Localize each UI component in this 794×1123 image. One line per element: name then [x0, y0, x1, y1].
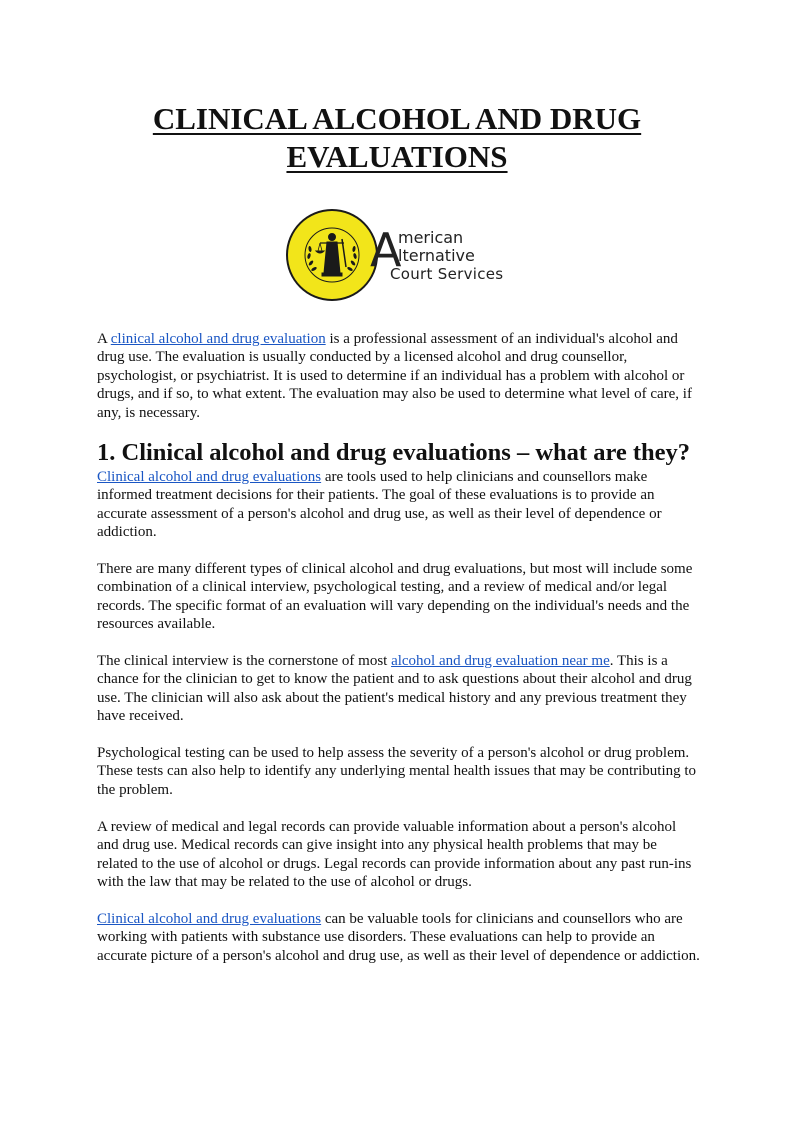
title-line-2: EVALUATIONS: [286, 139, 508, 174]
evaluations-link-2[interactable]: Clinical alcohol and drug evaluations: [97, 911, 322, 927]
page-title: [97, 100, 697, 176]
section-heading: 1. Clinical alcohol and drug evaluations – what are they?: [97, 439, 691, 466]
paragraph-types: There are many different types of clinical alcohol and drug evaluations, but most will include some combination of a clinical interview, psychological testing, and a review of medical and/or legal records. The specific format of an evaluation will vary depending on the individual's needs and the resources available.: [97, 561, 693, 633]
paragraph-psychological-testing: Psychological testing can be used to help assess the severity of a person's alcohol or drug problem. These tests can also help to identify any underlying mental health issues that may be contributing to the problem.: [97, 745, 697, 798]
title-line-1: CLINICAL ALCOHOL AND DRUG: [152, 101, 642, 136]
company-logo: [284, 207, 524, 303]
paragraph-what-they-are: Clinical alcohol and drug evaluations are tools used to help clinicians and counsellors make informed treatment decisions for their patients. The goal of these evaluations is to provide an accurate assessment of a person's alcohol and drug use, as well as their level of dependence or addiction.: [97, 469, 662, 541]
paragraph-records-review: A review of medical and legal records can provide valuable information about a person's alcohol and drug use. Medical records can give insight into any physical health problems that may be related to the use of alcohol or drugs. Legal records can provide information about any past run-ins with the law that may be related to the use of alcohol or drugs.: [97, 819, 692, 891]
logo-line-1: merican: [398, 228, 464, 247]
paragraph-clinical-interview: The clinical interview is the cornerstone of most alcohol and drug evaluation near me. This is a chance for the clinician to get to know the patient and to ask questions about their alcohol and drug use. The clinician will also ask about the patient's medical history and any previous treatment they have received.: [97, 653, 692, 725]
evaluations-link-1[interactable]: Clinical alcohol and drug evaluations: [97, 469, 322, 485]
logo-big-letter: A: [370, 223, 402, 277]
logo-line-3: Court Services: [390, 265, 504, 283]
paragraph-conclusion: Clinical alcohol and drug evaluations can be valuable tools for clinicians and counsellors who are working with patients with substance use disorders. These evaluations can help to provide an accurate picture of a person's alcohol and drug use, as well as their level of dependence or addiction.: [97, 911, 700, 964]
logo-line-2: lternative: [398, 246, 475, 265]
intro-paragraph: A clinical alcohol and drug evaluation is a professional assessment of an individual's alcohol and drug use. The evaluation is usually conducted by a licensed alcohol and drug counsellor, psychologist, or psychiatrist. It is used to determine if an individual has a problem with alcohol or drugs, and if so, to what extent. The evaluation may also be used to determine what level of care, if any, is necessary.: [97, 331, 692, 421]
evaluation-near-me-link[interactable]: alcohol and drug evaluation near me: [391, 653, 610, 669]
justice-seal-icon: [284, 207, 380, 303]
evaluation-link[interactable]: clinical alcohol and drug evaluation: [110, 331, 326, 347]
